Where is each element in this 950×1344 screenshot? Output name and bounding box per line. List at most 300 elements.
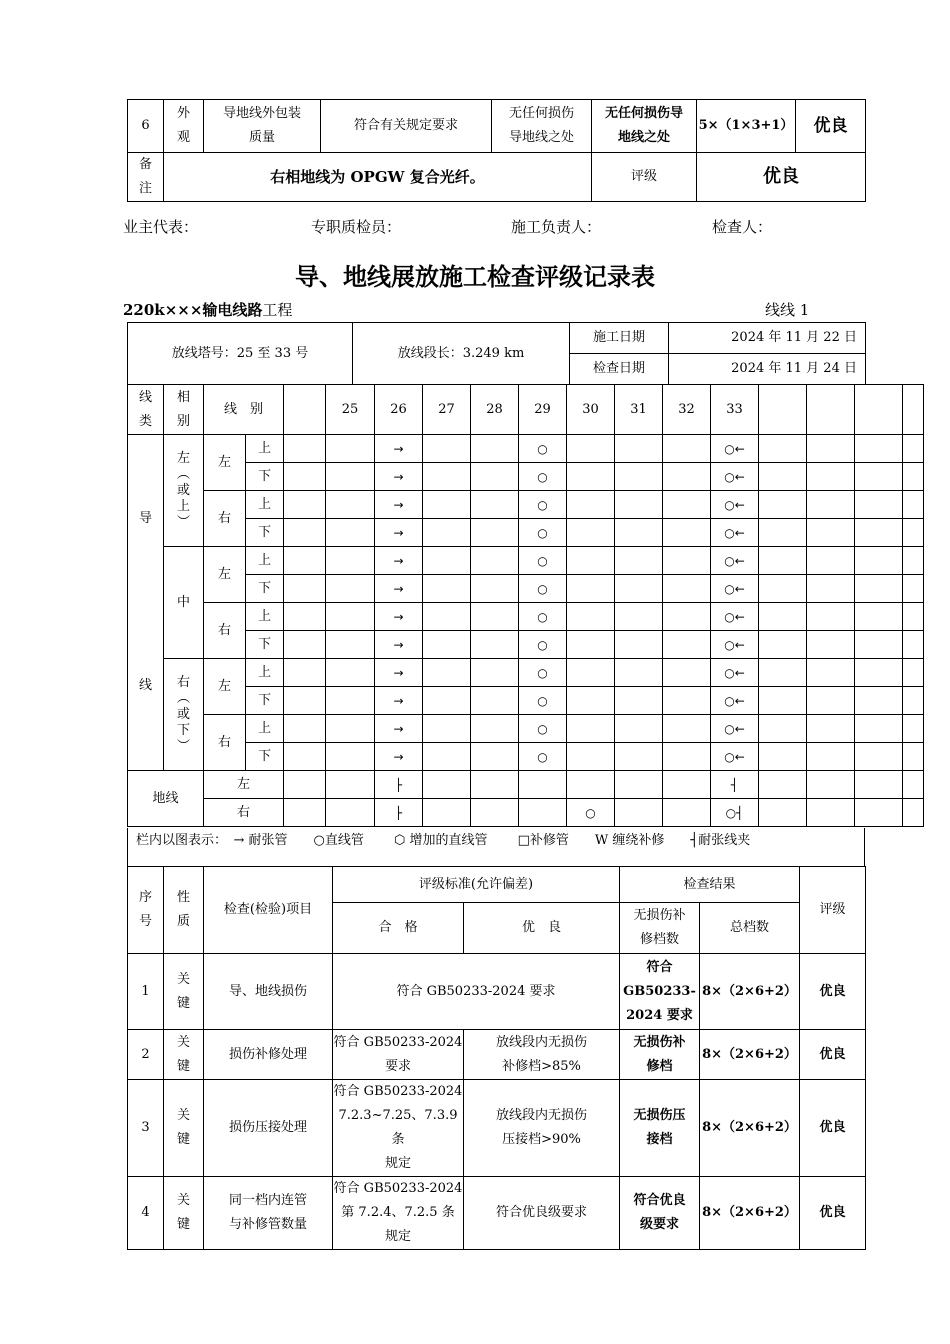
eval-row-good: 放线段内无损伤 压接档>90% xyxy=(464,1080,620,1177)
grid-cell xyxy=(759,491,807,519)
tension-tube-mark: → xyxy=(375,491,423,519)
eval-row-pass: 符合 GB50233-2024 要求 xyxy=(333,1030,464,1080)
straight-tension-mark: ○← xyxy=(711,463,759,491)
tower-number: 26 xyxy=(375,385,423,435)
eval-h-good: 优 良 xyxy=(464,903,620,954)
grid-empty xyxy=(284,799,326,827)
straight-tube-mark: ○ xyxy=(519,491,567,519)
eval-row-prop: 关 键 xyxy=(164,1030,204,1080)
eval-row-good: 符合优良级要求 xyxy=(464,1177,620,1250)
check-date-label: 检查日期 xyxy=(570,354,669,385)
build-date: 2024 年 11 月 22 日 xyxy=(669,323,866,354)
eval-row-prop: 关 键 xyxy=(164,954,204,1030)
grid-cell xyxy=(423,631,471,659)
eval-row-item: 损伤补修处理 xyxy=(204,1030,333,1080)
top-pass: 符合有关规定要求 xyxy=(321,100,492,153)
grid-cell xyxy=(807,687,855,715)
grid-cell xyxy=(471,547,519,575)
grid-cell xyxy=(567,463,615,491)
grid-cell xyxy=(759,659,807,687)
eval-row-no: 3 xyxy=(128,1080,164,1177)
eval-row-pass: 符合 GB50233-2024 7.2.3~7.25、7.3.9 条 规定 xyxy=(333,1080,464,1177)
top-result: 无任何损伤导 地线之处 xyxy=(592,100,697,153)
grid-cell xyxy=(807,799,855,827)
grid-cell xyxy=(326,799,375,827)
tension-tube-mark: → xyxy=(375,631,423,659)
updown-label: 上 xyxy=(246,491,284,519)
tension-tube-mark: → xyxy=(375,519,423,547)
grid-cell xyxy=(903,687,924,715)
eval-row-good: 放线段内无损伤 补修档>85% xyxy=(464,1030,620,1080)
grid-empty xyxy=(284,659,326,687)
grid-cell xyxy=(903,491,924,519)
grid-cell xyxy=(759,715,807,743)
info-table xyxy=(127,322,866,385)
straight-tube-mark: ○ xyxy=(519,575,567,603)
straight-tension-mark: ○← xyxy=(711,491,759,519)
sig-owner: 业主代表： xyxy=(123,218,199,236)
updown-label: 下 xyxy=(246,743,284,771)
grid-cell xyxy=(759,743,807,771)
rating-value: 优良 xyxy=(697,153,866,202)
grid-cell xyxy=(423,575,471,603)
grid-cell xyxy=(326,743,375,771)
grid-cell xyxy=(567,603,615,631)
updown-label: 下 xyxy=(246,463,284,491)
side-label: 左 xyxy=(204,659,246,715)
side-label: 右 xyxy=(204,491,246,547)
eval-row-result: 符合 GB50233- 2024 要求 xyxy=(620,954,700,1030)
grid-cell xyxy=(903,715,924,743)
straight-tube-mark: ○ xyxy=(519,603,567,631)
grid-cell xyxy=(471,659,519,687)
grid-empty xyxy=(855,385,903,435)
grid-h-phase: 相 别 xyxy=(164,385,204,435)
eval-h-nodamage: 无损伤补 修档数 xyxy=(620,903,700,954)
grid-cell xyxy=(903,659,924,687)
grid-cell xyxy=(759,463,807,491)
grid-cell xyxy=(519,799,567,827)
straight-tension-mark: ○← xyxy=(711,603,759,631)
grid-cell xyxy=(759,631,807,659)
grid-cell xyxy=(855,435,903,463)
straight-tube-mark: ○ xyxy=(519,659,567,687)
grid-cell xyxy=(807,603,855,631)
grid-cell xyxy=(663,631,711,659)
conductor-label-2: 线 xyxy=(128,603,164,771)
grid-cell xyxy=(663,519,711,547)
grid-cell xyxy=(663,603,711,631)
grid-cell xyxy=(759,547,807,575)
grid-cell xyxy=(855,687,903,715)
grid-empty xyxy=(284,547,326,575)
grid-cell xyxy=(471,575,519,603)
grid-empty xyxy=(284,631,326,659)
straight-tension-mark: ○← xyxy=(711,715,759,743)
straight-tube-mark: ○ xyxy=(519,687,567,715)
grid-cell xyxy=(807,463,855,491)
straight-tension-mark: ○← xyxy=(711,519,759,547)
grid-empty xyxy=(284,715,326,743)
top-prop: 外 观 xyxy=(164,100,204,153)
grid-cell xyxy=(326,463,375,491)
eval-row-no: 4 xyxy=(128,1177,164,1250)
ground-side: 左 xyxy=(204,771,284,799)
straight-tube-mark: ○ xyxy=(519,743,567,771)
grid-empty xyxy=(284,771,326,799)
tension-tube-mark: → xyxy=(375,547,423,575)
eval-h-result: 检查结果 xyxy=(620,867,800,903)
grid-cell xyxy=(471,519,519,547)
grid-cell xyxy=(471,687,519,715)
grid-cell xyxy=(807,631,855,659)
grid-cell xyxy=(759,575,807,603)
top-table xyxy=(127,99,866,202)
eval-row-count: 8×（2×6+2） xyxy=(700,1030,800,1080)
eval-row-result: 无损伤补 修档 xyxy=(620,1030,700,1080)
grid-cell xyxy=(423,435,471,463)
grid-cell xyxy=(423,659,471,687)
grid-empty xyxy=(284,519,326,547)
eval-row-result: 符合优良 级要求 xyxy=(620,1177,700,1250)
eval-row-no: 2 xyxy=(128,1030,164,1080)
grid-cell xyxy=(855,519,903,547)
grid-table xyxy=(127,384,924,827)
ground-side: 右 xyxy=(204,799,284,827)
straight-tube-mark: ○ xyxy=(519,631,567,659)
straight-tube-mark: ○ xyxy=(519,547,567,575)
grid-cell xyxy=(663,547,711,575)
line-number: 线线 1 xyxy=(765,301,810,319)
grid-cell xyxy=(903,771,924,799)
grid-cell xyxy=(615,575,663,603)
grid-cell xyxy=(807,575,855,603)
eval-row-item: 损伤压接处理 xyxy=(204,1080,333,1177)
straight-tension-mark: ○← xyxy=(711,631,759,659)
grid-cell xyxy=(471,715,519,743)
updown-label: 上 xyxy=(246,603,284,631)
grid-cell xyxy=(471,603,519,631)
grid-h-line: 线 别 xyxy=(204,385,284,435)
grid-cell xyxy=(807,491,855,519)
grid-cell xyxy=(567,659,615,687)
clamp-mark: ├ xyxy=(375,771,423,799)
grid-cell xyxy=(759,687,807,715)
eval-row-grade: 优良 xyxy=(800,1177,866,1250)
grid-cell xyxy=(423,799,471,827)
top-no: 6 xyxy=(128,100,164,153)
eval-row-item: 导、地线损伤 xyxy=(204,954,333,1030)
grid-cell xyxy=(807,547,855,575)
grid-cell xyxy=(855,743,903,771)
grid-cell xyxy=(807,715,855,743)
grid-cell xyxy=(471,799,519,827)
grid-cell xyxy=(423,519,471,547)
eval-row-count: 8×（2×6+2） xyxy=(700,1177,800,1250)
grid-cell xyxy=(326,435,375,463)
grid-cell xyxy=(903,743,924,771)
grid-cell xyxy=(471,631,519,659)
grid-cell xyxy=(615,435,663,463)
grid-cell xyxy=(326,603,375,631)
updown-label: 上 xyxy=(246,547,284,575)
grid-empty xyxy=(284,575,326,603)
eval-row-item: 同一档内连管 与补修管数量 xyxy=(204,1177,333,1250)
grid-cell xyxy=(903,575,924,603)
straight-tube-mark: ○ xyxy=(567,799,615,827)
tower-number: 29 xyxy=(519,385,567,435)
eval-row-prop: 关 键 xyxy=(164,1080,204,1177)
eval-row-pass: 符合 GB50233-2024 要求 xyxy=(333,954,620,1030)
top-grade: 优良 xyxy=(796,100,866,153)
tension-tube-mark: → xyxy=(375,603,423,631)
side-label: 左 xyxy=(204,435,246,491)
tower-range: 放线塔号：25 至 33 号 xyxy=(128,323,353,385)
grid-cell xyxy=(759,799,807,827)
grid-cell xyxy=(663,435,711,463)
grid-cell xyxy=(567,743,615,771)
project-name: 220k×××输电线路 xyxy=(123,301,263,319)
eval-row-count: 8×（2×6+2） xyxy=(700,954,800,1030)
remark-label: 备 注 xyxy=(128,153,164,202)
grid-cell xyxy=(855,491,903,519)
grid-cell xyxy=(759,603,807,631)
eval-row-grade: 优良 xyxy=(800,954,866,1030)
grid-cell xyxy=(903,463,924,491)
grid-cell xyxy=(326,519,375,547)
eval-h-total: 总档数 xyxy=(700,903,800,954)
grid-cell xyxy=(855,603,903,631)
straight-tube-mark: ○ xyxy=(519,519,567,547)
grid-cell xyxy=(663,771,711,799)
tower-number: 25 xyxy=(326,385,375,435)
grid-cell xyxy=(615,687,663,715)
tower-number: 33 xyxy=(711,385,759,435)
grid-cell xyxy=(663,715,711,743)
tower-number: 27 xyxy=(423,385,471,435)
grid-cell xyxy=(807,771,855,799)
grid-cell xyxy=(567,547,615,575)
tension-tube-mark: → xyxy=(375,575,423,603)
updown-label: 下 xyxy=(246,687,284,715)
tension-tube-mark: → xyxy=(375,743,423,771)
eval-row-grade: 优良 xyxy=(800,1080,866,1177)
grid-cell xyxy=(663,463,711,491)
grid-cell xyxy=(567,575,615,603)
grid-cell xyxy=(855,771,903,799)
grid-empty xyxy=(807,385,855,435)
clamp-mark: ┤ xyxy=(711,771,759,799)
grid-cell xyxy=(855,659,903,687)
grid-cell xyxy=(471,463,519,491)
eval-row-prop: 关 键 xyxy=(164,1177,204,1250)
grid-cell xyxy=(423,715,471,743)
top-count: 5×（1×3+1） xyxy=(697,100,796,153)
tower-number: 28 xyxy=(471,385,519,435)
tension-tube-mark: → xyxy=(375,715,423,743)
phase-label: 右 ︵ 或 下 ︶ xyxy=(164,659,204,771)
sig-inspector: 专职质检员： xyxy=(311,218,402,236)
grid-cell xyxy=(615,715,663,743)
grid-cell xyxy=(855,547,903,575)
grid-empty xyxy=(284,385,326,435)
straight-tube-mark: ○ xyxy=(519,435,567,463)
rating-label: 评级 xyxy=(592,153,697,202)
grid-cell xyxy=(423,547,471,575)
eval-row-grade: 优良 xyxy=(800,1030,866,1080)
grid-cell xyxy=(903,435,924,463)
grid-cell xyxy=(855,799,903,827)
grid-cell xyxy=(615,603,663,631)
eval-row-pass: 符合 GB50233-2024 第 7.2.4、7.2.5 条 规定 xyxy=(333,1177,464,1250)
grid-cell xyxy=(807,659,855,687)
legend-text: 栏内以图表示： → 耐张管 ○直线管 ⬡ 增加的直线管 □补修管 W 缠绕补修 ┤耐张线夹 xyxy=(136,833,751,848)
grid-cell xyxy=(423,463,471,491)
ground-label: 地线 xyxy=(128,771,204,827)
updown-label: 上 xyxy=(246,659,284,687)
grid-cell xyxy=(663,491,711,519)
tower-number: 30 xyxy=(567,385,615,435)
grid-cell xyxy=(663,799,711,827)
grid-empty xyxy=(284,491,326,519)
grid-cell xyxy=(567,771,615,799)
straight-tension-mark: ○← xyxy=(711,687,759,715)
grid-cell xyxy=(807,435,855,463)
clamp-mark: ○┤ xyxy=(711,799,759,827)
grid-cell xyxy=(759,435,807,463)
grid-cell xyxy=(471,743,519,771)
conductor-label: 导 xyxy=(128,435,164,603)
straight-tension-mark: ○← xyxy=(711,547,759,575)
grid-empty xyxy=(284,687,326,715)
check-date: 2024 年 11 月 24 日 xyxy=(669,354,866,385)
grid-cell xyxy=(615,491,663,519)
grid-cell xyxy=(615,547,663,575)
tension-tube-mark: → xyxy=(375,687,423,715)
updown-label: 下 xyxy=(246,575,284,603)
grid-cell xyxy=(807,743,855,771)
grid-cell xyxy=(615,659,663,687)
top-good: 无任何损伤 导地线之处 xyxy=(492,100,592,153)
grid-empty xyxy=(903,385,924,435)
grid-cell xyxy=(615,519,663,547)
eval-h-prop: 性 质 xyxy=(164,867,204,954)
legend xyxy=(127,828,865,866)
grid-cell xyxy=(663,743,711,771)
sig-leader: 施工负责人： xyxy=(511,218,602,236)
grid-empty xyxy=(284,603,326,631)
grid-cell xyxy=(423,687,471,715)
grid-cell xyxy=(567,435,615,463)
grid-cell xyxy=(903,631,924,659)
grid-cell xyxy=(326,575,375,603)
grid-cell xyxy=(567,491,615,519)
grid-cell xyxy=(855,631,903,659)
grid-cell xyxy=(903,547,924,575)
grid-cell xyxy=(423,491,471,519)
eval-h-grade: 评级 xyxy=(800,867,866,954)
grid-cell xyxy=(326,771,375,799)
grid-h-type: 线 类 xyxy=(128,385,164,435)
tower-number: 31 xyxy=(615,385,663,435)
grid-cell xyxy=(471,435,519,463)
grid-cell xyxy=(519,771,567,799)
updown-label: 上 xyxy=(246,715,284,743)
grid-cell xyxy=(855,463,903,491)
project-line xyxy=(123,299,292,320)
eval-row-result: 无损伤压 接档 xyxy=(620,1080,700,1177)
grid-empty xyxy=(284,743,326,771)
grid-cell xyxy=(423,771,471,799)
grid-cell xyxy=(615,463,663,491)
updown-label: 下 xyxy=(246,631,284,659)
grid-cell xyxy=(567,631,615,659)
project-suffix: 工程 xyxy=(262,301,293,319)
straight-tube-mark: ○ xyxy=(519,715,567,743)
side-label: 右 xyxy=(204,603,246,659)
side-label: 左 xyxy=(204,547,246,603)
grid-cell xyxy=(326,547,375,575)
grid-cell xyxy=(663,687,711,715)
sig-checker: 检查人： xyxy=(712,218,773,236)
straight-tube-mark: ○ xyxy=(519,463,567,491)
remark-text: 右相地线为 OPGW 复合光纤。 xyxy=(164,153,592,202)
grid-cell xyxy=(903,519,924,547)
grid-cell xyxy=(615,771,663,799)
grid-cell xyxy=(326,491,375,519)
grid-cell xyxy=(903,603,924,631)
grid-cell xyxy=(326,631,375,659)
updown-label: 上 xyxy=(246,435,284,463)
tension-tube-mark: → xyxy=(375,463,423,491)
straight-tension-mark: ○← xyxy=(711,575,759,603)
eval-h-item: 检查(检验)项目 xyxy=(204,867,333,954)
eval-h-pass: 合 格 xyxy=(333,903,464,954)
eval-h-no: 序 号 xyxy=(128,867,164,954)
grid-cell xyxy=(567,687,615,715)
grid-cell xyxy=(663,659,711,687)
grid-cell xyxy=(615,631,663,659)
straight-tension-mark: ○← xyxy=(711,659,759,687)
grid-cell xyxy=(759,771,807,799)
grid-cell xyxy=(423,603,471,631)
eval-row-no: 1 xyxy=(128,954,164,1030)
tension-tube-mark: → xyxy=(375,435,423,463)
page-title: 导、地线展放施工检查评级记录表 xyxy=(295,263,655,291)
grid-cell xyxy=(326,659,375,687)
top-item: 导地线外包装 质量 xyxy=(204,100,321,153)
grid-cell xyxy=(567,519,615,547)
tension-tube-mark: → xyxy=(375,659,423,687)
grid-cell xyxy=(855,715,903,743)
grid-cell xyxy=(471,771,519,799)
straight-tension-mark: ○← xyxy=(711,435,759,463)
tower-number: 32 xyxy=(663,385,711,435)
grid-cell xyxy=(326,687,375,715)
grid-cell xyxy=(759,519,807,547)
build-date-label: 施工日期 xyxy=(570,323,669,354)
phase-label: 左 ︵ 或 上 ︶ xyxy=(164,435,204,547)
grid-cell xyxy=(615,799,663,827)
grid-cell xyxy=(326,715,375,743)
grid-cell xyxy=(855,575,903,603)
grid-cell xyxy=(567,715,615,743)
grid-cell xyxy=(423,743,471,771)
phase-label: 中 xyxy=(164,547,204,659)
grid-empty xyxy=(284,435,326,463)
grid-cell xyxy=(615,743,663,771)
segment-length: 放线段长：3.249 km xyxy=(353,323,570,385)
